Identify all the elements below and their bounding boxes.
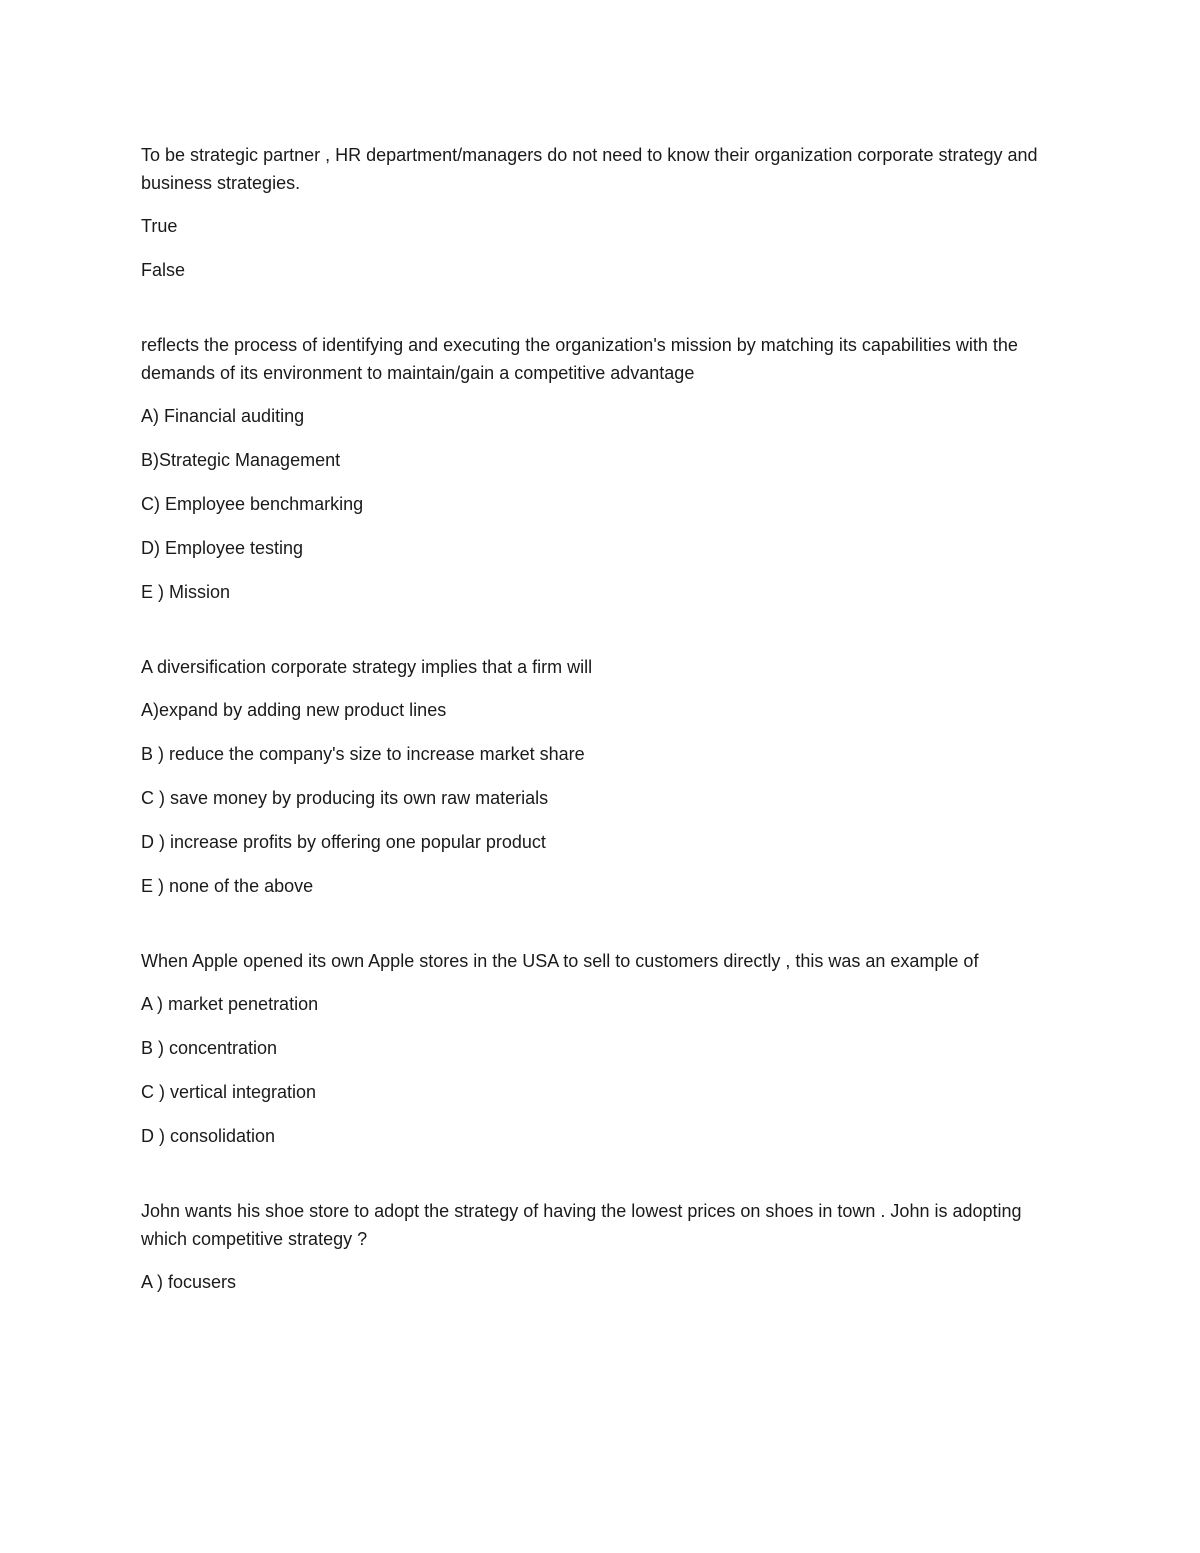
question-4-option-a: A ) market penetration: [141, 994, 319, 1014]
question-4: [141, 947, 1051, 1150]
question-5-option-a: A ) focusers: [141, 1272, 237, 1292]
question-1: [141, 141, 1051, 284]
question-3-option-b: B ) reduce the company's size to increase market share: [141, 744, 585, 764]
question-3-option-e: E ) none of the above: [141, 876, 314, 896]
question-3-option-d: D ) increase profits by offering one popular product: [141, 832, 546, 852]
question-3-option-c: C ) save money by producing its own raw materials: [141, 788, 549, 808]
question-1-option-true: True: [141, 216, 178, 236]
question-4-option-b: B ) concentration: [141, 1038, 278, 1058]
question-5: [141, 1197, 1051, 1296]
question-3: [141, 653, 1051, 900]
question-2-option-b: B)Strategic Management: [141, 450, 341, 470]
question-4-option-d: D ) consolidation: [141, 1126, 276, 1146]
question-4-option-c: C ) vertical integration: [141, 1082, 317, 1102]
question-2: [141, 331, 1051, 606]
question-2-option-e: E ) Mission: [141, 582, 231, 602]
question-1-stem: To be strategic partner , HR department/managers do not need to know their organization corporate strategy and business strategies.: [141, 145, 1038, 193]
question-5-stem: John wants his shoe store to adopt the strategy of having the lowest prices on shoes in town . John is adopting which competitive strategy ?: [141, 1201, 1022, 1249]
question-2-option-c: C) Employee benchmarking: [141, 494, 364, 514]
question-3-option-a: A)expand by adding new product lines: [141, 700, 447, 720]
document-content: [141, 141, 1051, 1343]
question-2-option-d: D) Employee testing: [141, 538, 304, 558]
question-2-stem: reflects the process of identifying and executing the organization's mission by matching its capabilities with the demands of its environment to maintain/gain a competitive advantage: [141, 335, 1018, 383]
question-2-option-a: A) Financial auditing: [141, 406, 305, 426]
question-4-stem: When Apple opened its own Apple stores in the USA to sell to customers directly , this was an example of: [141, 951, 979, 971]
question-1-option-false: False: [141, 260, 186, 280]
question-3-stem: A diversification corporate strategy implies that a firm will: [141, 657, 593, 677]
